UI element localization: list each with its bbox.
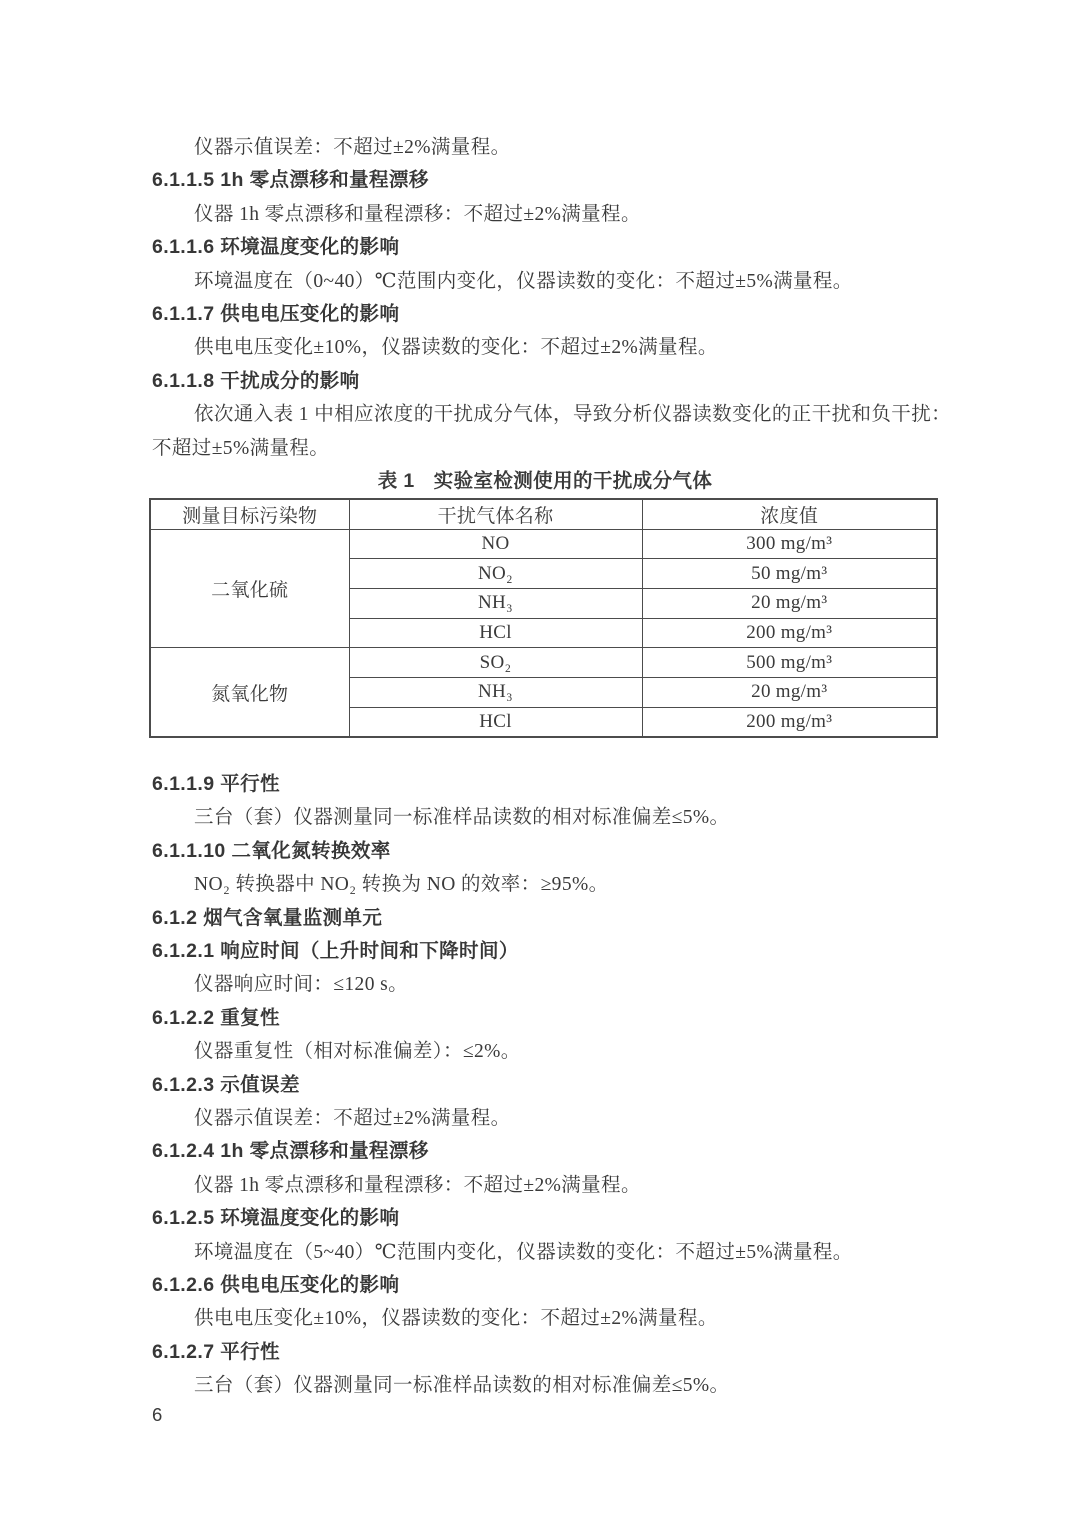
table-cell-pollutant-nitrogen-oxides: 氮氧化物 [150, 648, 349, 737]
paragraph-zero-span-drift-o2: 仪器 1h 零点漂移和量程漂移：不超过±2%满量程。 [194, 1174, 641, 1196]
section-heading-6-1-2-2: 6.1.2.2 重复性 [152, 1006, 280, 1029]
table-row-nox-so2 [150, 648, 937, 678]
table-header-gas-name: 干扰气体名称 [349, 499, 642, 529]
section-heading-6-1-2-3: 6.1.2.3 示值误差 [152, 1073, 300, 1096]
table-cell-concentration: 200 mg/m³ [642, 618, 937, 648]
section-heading-6-1-2-6: 6.1.2.6 供电电压变化的影响 [152, 1274, 400, 1297]
section-heading-6-1-1-5: 6.1.1.5 1h 零点漂移和量程漂移 [152, 169, 429, 192]
interference-gas-table [149, 498, 938, 738]
paragraph-parallelism-analyzer: 三台（套）仪器测量同一标准样品读数的相对标准偏差≤5%。 [194, 807, 730, 829]
table-cell-concentration: 500 mg/m³ [642, 648, 937, 678]
table-cell-gas: NO [349, 529, 642, 559]
section-heading-6-1-1-8: 6.1.1.8 干扰成分的影响 [152, 369, 360, 392]
table-cell-gas: HCl [349, 618, 642, 648]
section-heading-6-1-1-6: 6.1.1.6 环境温度变化的影响 [152, 236, 400, 259]
table-cell-concentration: 20 mg/m³ [642, 589, 937, 619]
page-number: 6 [152, 1404, 163, 1425]
section-heading-6-1-2-7: 6.1.2.7 平行性 [152, 1340, 280, 1363]
table-caption-text: 实验室检测使用的干扰成分气体 [433, 470, 713, 493]
section-heading-6-1-2: 6.1.2 烟气含氧量监测单元 [152, 906, 383, 929]
section-heading-6-1-1-7: 6.1.1.7 供电电压变化的影响 [152, 303, 400, 326]
section-heading-6-1-2-1: 6.1.2.1 响应时间（上升时间和下降时间） [152, 940, 519, 962]
table-cell-gas: SO₂ [349, 648, 642, 678]
section-heading-6-1-2-5: 6.1.2.5 环境温度变化的影响 [152, 1207, 400, 1230]
paragraph-no2-conversion: NO₂ 转换器中 NO₂ 转换为 NO 的效率：≥95%。 [194, 874, 609, 896]
table-cell-concentration: 300 mg/m³ [642, 529, 937, 559]
section-heading-6-1-2-4: 6.1.2.4 1h 零点漂移和量程漂移 [152, 1140, 429, 1163]
paragraph-parallelism-o2: 三台（套）仪器测量同一标准样品读数的相对标准偏差≤5%。 [194, 1375, 730, 1397]
table-cell-gas: NH₃ [349, 589, 642, 619]
section-after-table [152, 768, 938, 1403]
paragraph-supply-voltage-o2: 供电电压变化±10%，仪器读数的变化：不超过±2%满量程。 [194, 1308, 718, 1330]
paragraph-supply-voltage: 供电电压变化±10%，仪器读数的变化：不超过±2%满量程。 [194, 337, 718, 359]
table-caption-label: 表 1 [377, 470, 415, 493]
paragraph-indication-error-analyzer: 仪器示值误差：不超过±2%满量程。 [194, 137, 511, 158]
table-cell-concentration: 50 mg/m³ [642, 559, 937, 589]
paragraph-interference-line2: 不超过±5%满量程。 [152, 437, 330, 459]
table-header-concentration: 浓度值 [642, 499, 937, 529]
table-cell-gas: NO₂ [349, 559, 642, 589]
paragraph-zero-span-drift: 仪器 1h 零点漂移和量程漂移：不超过±2%满量程。 [194, 203, 641, 225]
table-cell-gas: NH₃ [349, 678, 642, 708]
table-cell-concentration: 20 mg/m³ [642, 678, 937, 708]
page-content [152, 131, 952, 1403]
paragraph-response-time: 仪器响应时间：≤120 s。 [194, 974, 409, 996]
table-cell-concentration: 200 mg/m³ [642, 707, 937, 737]
table-row-so2-no [150, 529, 937, 559]
paragraph-ambient-temperature: 环境温度在（0~40）℃范围内变化，仪器读数的变化：不超过±5%满量程。 [194, 270, 853, 292]
table-cell-gas: HCl [349, 707, 642, 737]
table-header-row [150, 499, 937, 529]
table-cell-pollutant-sulfur-dioxide: 二氧化硫 [150, 529, 349, 648]
table-caption [152, 465, 938, 498]
section-heading-6-1-1-9: 6.1.1.9 平行性 [152, 772, 280, 795]
table-header-target-pollutant: 测量目标污染物 [150, 499, 349, 529]
paragraph-ambient-temperature-o2: 环境温度在（5~40）℃范围内变化，仪器读数的变化：不超过±5%满量程。 [194, 1241, 853, 1263]
paragraph-interference-line1: 依次通入表 1 中相应浓度的干扰成分气体，导致分析仪器读数变化的正干扰和负干扰： [194, 404, 952, 426]
paragraph-indication-error-o2: 仪器示值误差：不超过±2%满量程。 [194, 1108, 511, 1130]
paragraph-repeatability: 仪器重复性（相对标准偏差）：≤2%。 [194, 1041, 521, 1063]
section-heading-6-1-1-10: 6.1.1.10 二氧化氮转换效率 [152, 839, 391, 862]
